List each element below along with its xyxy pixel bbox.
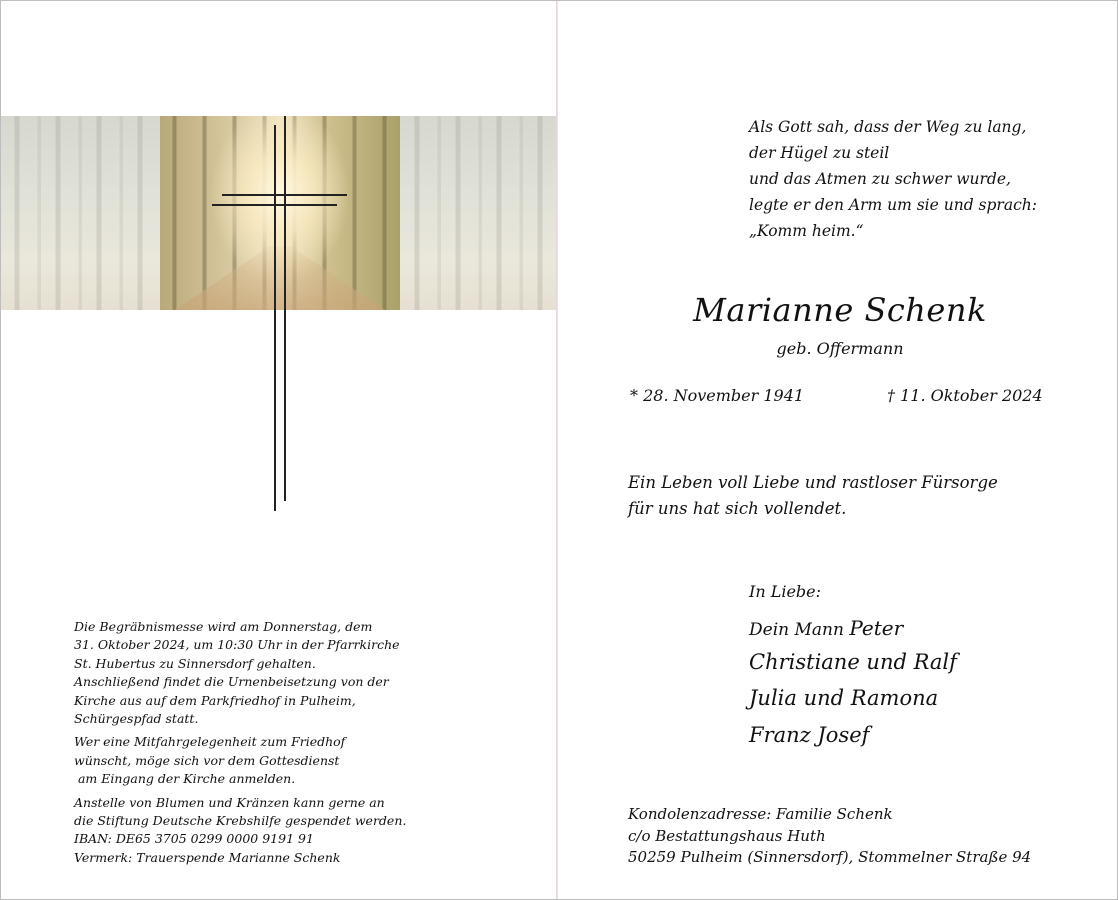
notice-line: die Stiftung Deutsche Krebshilfe gespendet werden. — [74, 813, 407, 829]
address-line: Kondolenzadresse: Familie Schenk — [628, 805, 893, 823]
poem — [749, 114, 1089, 244]
cross-vertical-2 — [284, 116, 286, 501]
forest-photo — [0, 116, 556, 310]
husband-name: Peter — [849, 616, 904, 640]
cross-horizontal-2 — [212, 204, 337, 206]
funeral-notice — [74, 618, 494, 867]
notice-paragraph-donation — [74, 794, 494, 868]
notice-line: Wer eine Mitfahrgelegenheit zum Friedhof — [74, 734, 346, 750]
poem-line: und das Atmen zu schwer wurde, — [749, 170, 1011, 188]
deceased-name: Marianne Schenk — [693, 291, 987, 329]
poem-line: „Komm heim.“ — [749, 222, 864, 240]
memorial-quote — [628, 470, 1088, 522]
cross-horizontal-1 — [222, 194, 347, 196]
notice-line: St. Hubertus zu Sinnersdorf gehalten. — [74, 655, 316, 671]
mourner-line-2: Christiane und Ralf — [749, 650, 957, 674]
poem-line: legte er den Arm um sie und sprach: — [749, 196, 1037, 214]
maiden-name: geb. Offermann — [776, 339, 904, 358]
poem-line: der Hügel zu steil — [749, 144, 890, 162]
notice-line: Anschließend findet die Urnenbeisetzung von der — [74, 674, 389, 690]
address-line: 50259 Pulheim (Sinnersdorf), Stommelner Straße 94 — [628, 848, 1032, 866]
forest-photo-faded-left — [0, 116, 160, 310]
address-line: c/o Bestattungshaus Huth — [628, 826, 826, 845]
mourner-husband — [749, 616, 903, 640]
notice-line: Schürgespfad statt. — [74, 711, 199, 727]
notice-paragraph-mass — [74, 618, 494, 728]
cross-vertical-1 — [274, 125, 276, 511]
death-date: † 11. Oktober 2024 — [887, 386, 1043, 405]
quote-line: für uns hat sich vollendet. — [628, 499, 847, 518]
mourner-line-3: Julia und Ramona — [749, 686, 939, 710]
left-page — [0, 0, 556, 900]
birth-date: * 28. November 1941 — [630, 386, 805, 405]
mourner-line-4: Franz Josef — [749, 723, 870, 747]
notice-line: Kirche aus auf dem Parkfriedhof in Pulheim, — [74, 692, 356, 708]
notice-line: IBAN: DE65 3705 0299 0000 9191 91 — [74, 831, 314, 847]
poem-line: Als Gott sah, dass der Weg zu lang, — [749, 118, 1027, 136]
notice-line: am Eingang der Kirche anmelden. — [74, 771, 296, 787]
notice-line: Die Begräbnismesse wird am Donnerstag, dem — [74, 619, 373, 634]
notice-line: wünscht, möge sich vor dem Gottesdienst — [74, 752, 340, 768]
notice-line: Vermerk: Trauerspende Marianne Schenk — [74, 849, 341, 865]
notice-line: Anstelle von Blumen und Kränzen kann gerne an — [74, 794, 385, 810]
mourners-label: In Liebe: — [749, 582, 822, 601]
husband-prefix: Dein Mann — [749, 620, 850, 640]
notice-paragraph-ride — [74, 733, 494, 788]
condolence-address — [628, 804, 1098, 869]
forest-photo-faded-right — [400, 116, 556, 310]
quote-line: Ein Leben voll Liebe und rastloser Fürsorge — [628, 473, 998, 492]
notice-line: 31. Oktober 2024, um 10:30 Uhr in der Pfarrkirche — [74, 637, 400, 653]
